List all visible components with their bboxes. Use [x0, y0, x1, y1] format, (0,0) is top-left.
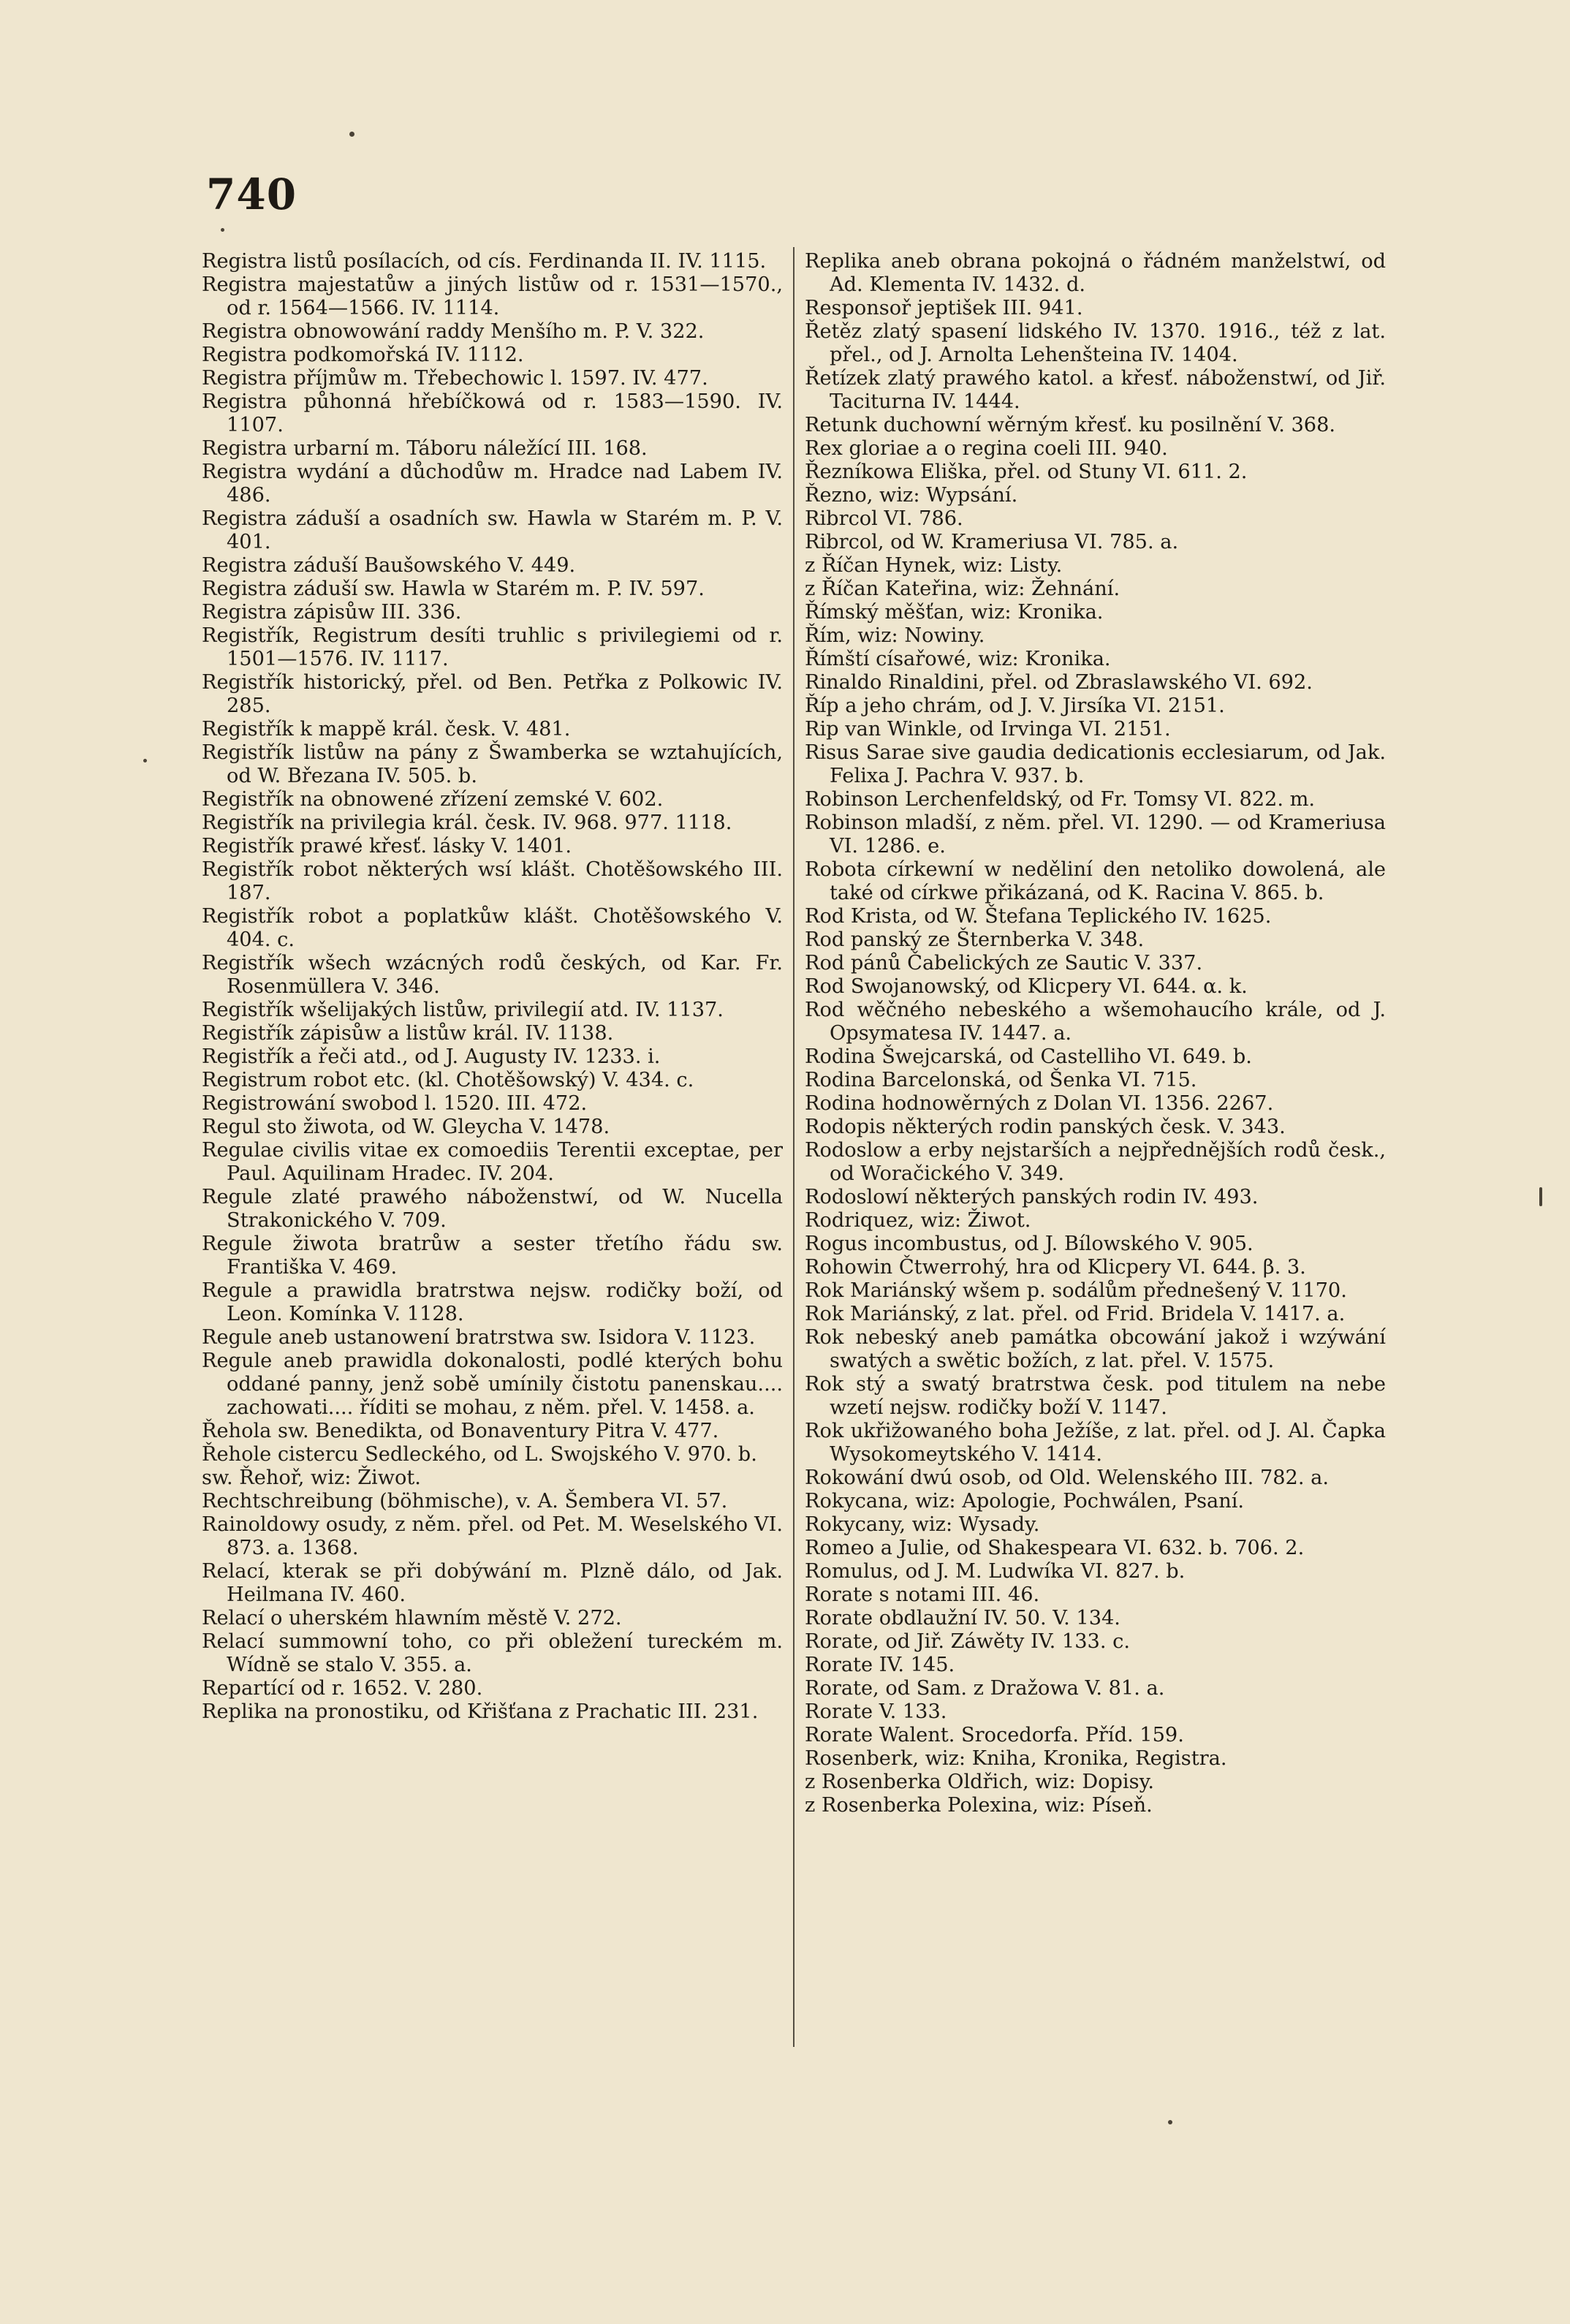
index-entry: Registřík historický, přel. od Ben. Petřka z Polkowic IV. 285. [202, 671, 783, 717]
index-entry: Regule a prawidla bratrstwa nejsw. rodičky boží, od Leon. Komínka V. 1128. [202, 1279, 783, 1325]
index-entry: Řezníkowa Eliška, přel. od Stuny VI. 611. 2. [805, 461, 1248, 483]
column-divider [793, 247, 795, 2047]
index-entry: Registřík na obnowené zřízení zemské V. 602. [202, 788, 664, 811]
index-entry: Ribrcol, od W. Krameriusa VI. 785. a. [805, 531, 1179, 553]
index-entry: Rip van Winkle, od Irvinga VI. 2151. [805, 718, 1171, 741]
index-entry: Rorate Walent. Srocedorfa. Příd. 159. [805, 1724, 1184, 1746]
index-entry: Relací summowní toho, co při obležení tureckém m. Wídně se stalo V. 355. a. [202, 1630, 783, 1676]
index-entry: Relací o uherském hlawním městě V. 272. [202, 1607, 622, 1630]
paper-speck [143, 759, 147, 762]
index-entry: Římský měšťan, wiz: Kronika. [805, 601, 1104, 624]
index-entry: Registra obnowowání raddy Menšího m. P. V. 322. [202, 320, 705, 343]
index-entry: Rodoslowí některých panských rodin IV. 493. [805, 1186, 1259, 1208]
paper-speck [1539, 1187, 1542, 1206]
index-entry: Rohowin Čtwerrohý, hra od Klicpery VI. 644. β. 3. [805, 1256, 1306, 1279]
index-entry: Rodopis některých rodin panských česk. V. 343. [805, 1116, 1286, 1138]
index-entry: Regule žiwota bratrůw a sester třetího řádu sw. Františka V. 469. [202, 1233, 783, 1279]
index-entry: Ribrcol VI. 786. [805, 507, 963, 530]
index-entry: Rodina Barcelonská, od Šenka VI. 715. [805, 1069, 1197, 1091]
index-entry: Rinaldo Rinaldini, přel. od Zbraslawského VI. 692. [805, 671, 1313, 694]
index-entry: Rokycany, wiz: Wysady. [805, 1513, 1040, 1536]
index-entry: Registra urbarní m. Táboru náležící III. 168. [202, 437, 648, 460]
index-entry: Řehola sw. Benedikta, od Bonaventury Pitra V. 477. [202, 1420, 719, 1442]
index-entry: Regul sto žiwota, od W. Gleycha V. 1478. [202, 1116, 610, 1138]
index-entry: Rok Mariánský, z lat. přel. od Frid. Bridela V. 1417. a. [805, 1303, 1346, 1325]
index-entry: Rok ukřižowaného boha Ježíše, z lat. přel. od J. Al. Čapka Wysokomeytského V. 1414. [805, 1420, 1386, 1466]
index-entry: Repartící od r. 1652. V. 280. [202, 1677, 483, 1700]
index-entry: Registrum robot etc. (kl. Chotěšowský) V. 434. c. [202, 1069, 694, 1091]
index-entry: Rorate, od Sam. z Dražowa V. 81. a. [805, 1677, 1165, 1700]
index-entry: Řetěz zlatý spasení lidského IV. 1370. 1916., též z lat. přel., od J. Arnolta Lehenšteina IV. 1404. [805, 320, 1386, 366]
index-entry: z Říčan Kateřina, wiz: Žehnání. [805, 578, 1120, 600]
index-entry: Registra záduší Baušowského V. 449. [202, 554, 576, 577]
index-entry: Regule zlaté prawého náboženstwí, od W. Nucella Strakonického V. 709. [202, 1186, 783, 1232]
index-entry: Rechtschreibung (böhmische), v. A. Šembera VI. 57. [202, 1490, 728, 1513]
index-entry: Registřík na privilegia král. česk. IV. 968. 977. 1118. [202, 811, 732, 834]
index-entry: Registřík robot některých wsí klášt. Chotěšowského III. 187. [202, 858, 783, 904]
index-entry: Římští císařowé, wiz: Kronika. [805, 648, 1111, 670]
index-entry: Risus Sarae sive gaudia dedicationis ecclesiarum, od Jak. Felixa J. Pachra V. 937. b. [805, 741, 1386, 787]
paper-speck [1168, 2120, 1172, 2124]
index-entry: Registra půhonná hřebíčkowá od r. 1583—1590. IV. 1107. [202, 390, 783, 436]
index-entry: Rorate obdlaužní IV. 50. V. 134. [805, 1607, 1120, 1630]
index-entry: Replika na pronostiku, od Křišťana z Prachatic III. 231. [202, 1700, 759, 1723]
index-entry: Registra záduší a osadních sw. Hawla w Starém m. P. V. 401. [202, 507, 783, 553]
index-entry: Rok stý a swatý bratrstwa česk. pod titulem na nebe wzetí nejsw. rodičky boží V. 1147. [805, 1373, 1386, 1419]
index-entry: Rorate V. 133. [805, 1700, 947, 1723]
paper-speck [349, 132, 354, 137]
index-entry: Rex gloriae a o regina coeli III. 940. [805, 437, 1168, 460]
index-entry: Registřík, Registrum desíti truhlic s privilegiemi od r. 1501—1576. IV. 1117. [202, 624, 783, 670]
index-entry: Regule aneb prawidla dokonalosti, podlé kterých bohu oddané panny, jenž sobě umínily čistotu panenskau.... zachowati.... říditi se mohau, z něm. přel. V. 1458. a. [202, 1350, 783, 1419]
index-entry: Rod wěčného nebeského a wšemohaucího krále, od J. Opsymatesa IV. 1447. a. [805, 999, 1386, 1045]
index-entry: Říp a jeho chrám, od J. V. Jirsíka VI. 2151. [805, 694, 1225, 717]
index-entry: Registřík prawé křesť. lásky V. 1401. [202, 835, 572, 858]
index-entry: Registřík robot a poplatkůw klášt. Chotěšowského V. 404. c. [202, 905, 783, 951]
index-entry: Robinson mladší, z něm. přel. VI. 1290. — od Krameriusa VI. 1286. e. [805, 811, 1386, 858]
index-entry: Robota církewní w neděliní den netoliko dowolená, ale také od církwe přikázaná, od K. Racina V. 865. b. [805, 858, 1386, 904]
index-entry: Rorate, od Jiř. Záwěty IV. 133. c. [805, 1630, 1130, 1653]
index-entry: Romeo a Julie, od Shakespeara VI. 632. b. 706. 2. [805, 1537, 1305, 1559]
index-entry: Rodina Šwejcarská, od Castelliho VI. 649. b. [805, 1045, 1252, 1068]
index-entry: Registřík k mappě král. česk. V. 481. [202, 718, 571, 741]
index-entry: Retunk duchowní wěrným křesť. ku posilnění V. 368. [805, 414, 1336, 436]
index-entry: z Rosenberka Oldřich, wiz: Dopisy. [805, 1771, 1154, 1793]
index-entry: Registra záduší sw. Hawla w Starém m. P. IV. 597. [202, 578, 705, 600]
index-entry: Rok nebeský aneb památka obcowání jakož i wzýwání swatých a swětic božích, z lat. přel. V. 1575. [805, 1326, 1386, 1372]
index-entry: Řetízek zlatý prawého katol. a křesť. náboženstwí, od Jiř. Taciturna IV. 1444. [805, 367, 1386, 413]
index-entry: Rainoldowy osudy, z něm. přel. od Pet. M. Weselského VI. 873. a. 1368. [202, 1513, 783, 1559]
index-entry: Registra listů posílacích, od cís. Ferdinanda II. IV. 1115. [202, 250, 767, 273]
index-entry: Registra wydání a důchodůw m. Hradce nad Labem IV. 486. [202, 461, 783, 507]
index-entry: Registra zápisůw III. 336. [202, 601, 462, 624]
index-entry: Rorate IV. 145. [805, 1654, 955, 1676]
index-entry: Romulus, od J. M. Ludwíka VI. 827. b. [805, 1560, 1186, 1583]
index-entry: Rogus incombustus, od J. Bílowského V. 905. [805, 1233, 1254, 1255]
index-entry: Regulae civilis vitae ex comoediis Terentii exceptae, per Paul. Aquilinam Hradec. IV. 204. [202, 1139, 783, 1185]
index-entry: Rod pánů Čabelických ze Sautic V. 337. [805, 952, 1203, 974]
index-entry: Rod Swojanowský, od Klicpery VI. 644. α. k. [805, 975, 1248, 998]
index-entry: Rod panský ze Šternberka V. 348. [805, 928, 1145, 951]
index-entry: Rodina hodnowěrných z Dolan VI. 1356. 2267. [805, 1092, 1274, 1115]
index-entry: Registra majestatůw a jiných listůw od r. 1531—1570., od r. 1564—1566. IV. 1114. [202, 273, 783, 319]
index-entry: Řezno, wiz: Wypsání. [805, 484, 1018, 507]
index-entry: sw. Řehoř, wiz: Žiwot. [202, 1466, 421, 1489]
index-entry: Replika aneb obrana pokojná o řádném manželstwí, od Ad. Klementa IV. 1432. d. [805, 250, 1386, 296]
index-entry: Rod Krista, od W. Štefana Teplického IV. 1625. [805, 905, 1272, 928]
index-entry: Řím, wiz: Nowiny. [805, 624, 985, 647]
index-entry: Registřík listůw na pány z Šwamberka se wztahujících, od W. Březana IV. 505. b. [202, 741, 783, 787]
index-entry: Rodriquez, wiz: Žiwot. [805, 1209, 1031, 1232]
index-entry: z Rosenberka Polexina, wiz: Píseň. [805, 1794, 1153, 1817]
index-entry: Registřík zápisůw a listůw král. IV. 1138. [202, 1022, 614, 1045]
index-entry: Registrowání swobod l. 1520. III. 472. [202, 1092, 588, 1115]
index-entry: Rodoslow a erby nejstarších a nejpřednějších rodů česk., od Woračického V. 349. [805, 1139, 1386, 1185]
right-column [805, 250, 1386, 1817]
index-entry: Rokycana, wiz: Apologie, Pochwálen, Psaní. [805, 1490, 1245, 1513]
index-entry: Rokowání dwú osob, od Old. Welenského III. 782. a. [805, 1466, 1329, 1489]
index-entry: Řehole cistercu Sedleckého, od L. Swojského V. 970. b. [202, 1443, 757, 1466]
index-entry: Registra příjmůw m. Třebechowic l. 1597. IV. 477. [202, 367, 708, 390]
index-entry: Relací, kterak se při dobýwání m. Plzně dálo, od Jak. Heilmana IV. 460. [202, 1560, 783, 1606]
index-entry: Registra podkomořská IV. 1112. [202, 344, 524, 366]
index-entry: Rorate s notami III. 46. [805, 1583, 1040, 1606]
index-entry: Responsoř jeptišek III. 941. [805, 297, 1083, 319]
paper-speck [221, 228, 224, 232]
index-entry: Registřík a řeči atd., od J. Augusty IV. 1233. i. [202, 1045, 661, 1068]
index-entry: Robinson Lerchenfeldský, od Fr. Tomsy VI. 822. m. [805, 788, 1316, 811]
left-column [202, 250, 783, 1724]
index-entry: Registřík wšech wzácných rodů českých, od Kar. Fr. Rosenmüllera V. 346. [202, 952, 783, 998]
index-entry: Rosenberk, wiz: Kniha, Kronika, Registra. [805, 1747, 1227, 1770]
index-entry: Regule aneb ustanowení bratrstwa sw. Isidora V. 1123. [202, 1326, 756, 1349]
page-number: 740 [206, 170, 297, 219]
index-entry: Rok Mariánský wšem p. sodálům přednešený V. 1170. [805, 1279, 1347, 1302]
index-entry: Registřík wšelijakých listůw, privilegií atd. IV. 1137. [202, 999, 724, 1021]
index-entry: z Říčan Hynek, wiz: Listy. [805, 554, 1063, 577]
